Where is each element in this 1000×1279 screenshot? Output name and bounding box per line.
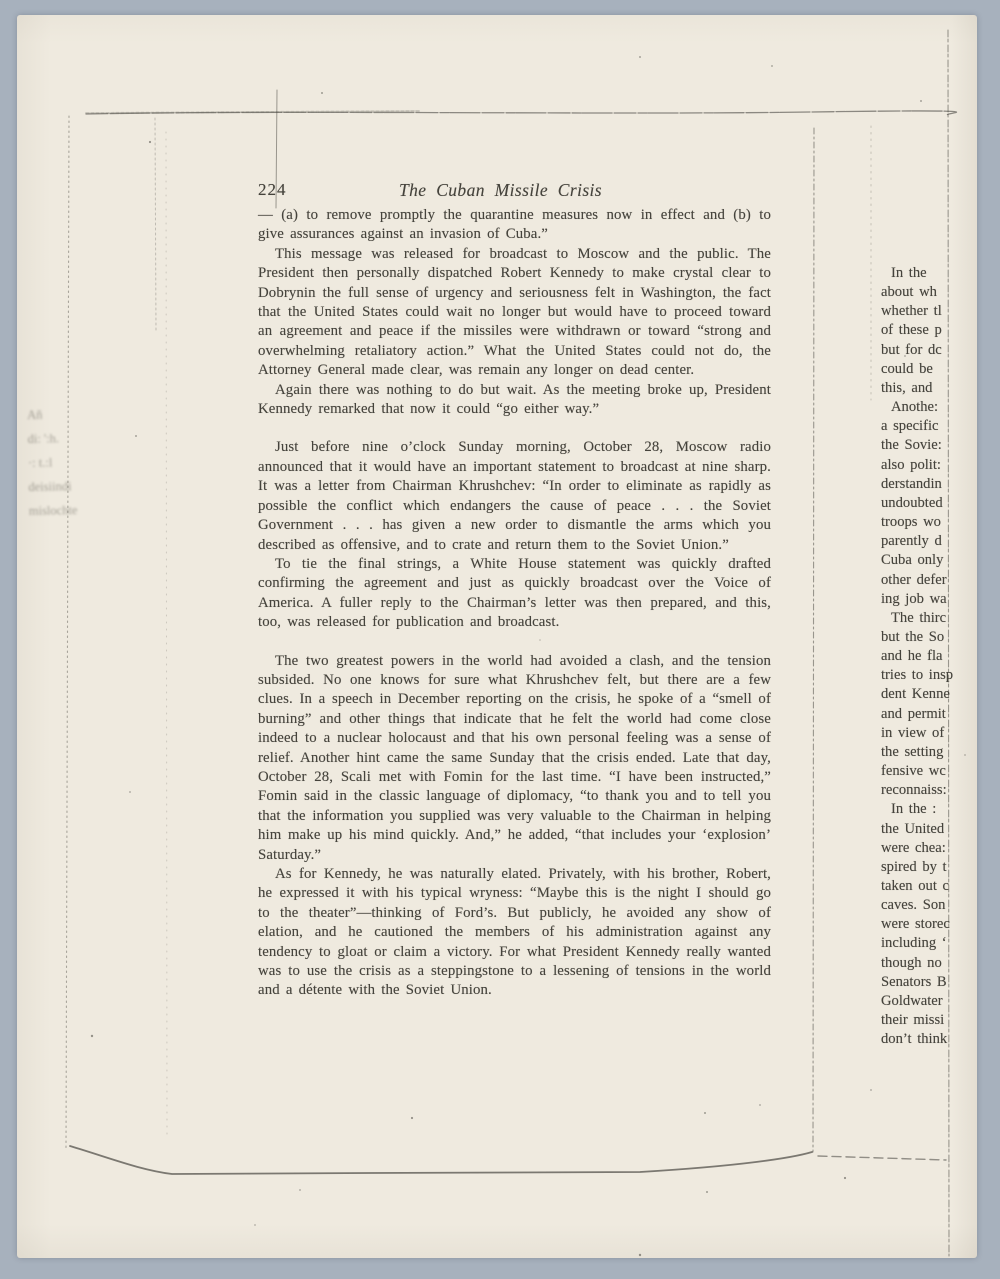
text-line: a specific bbox=[881, 418, 939, 435]
text-line: also polit: bbox=[881, 456, 941, 473]
text-line: whether tl bbox=[881, 303, 942, 320]
text-line: fensive wc bbox=[881, 763, 946, 780]
text-line: taken out c bbox=[881, 878, 950, 894]
text-line: could be bbox=[881, 360, 933, 377]
text-line: Anothe: bbox=[891, 399, 939, 416]
text-line: Goldwater bbox=[881, 992, 943, 1009]
text-line: including ‘ bbox=[881, 935, 947, 952]
body-paragraph-5: To tie the final strings, a White House statement was quickly drafted confirming the agreement and just as quickly broadcast over the Voice of America. A fuller reply to the Chairman’s letter was then prepared, and this, too, was released for publication and broadcast. bbox=[258, 555, 771, 631]
text-line: this, and bbox=[881, 379, 933, 396]
text-line: Cuba only bbox=[881, 552, 944, 569]
body-paragraph-7: As for Kennedy, he was naturally elated. Privately, with his brother, Robert, he expressed it with his typical wryness: “Maybe this is the night I should go to the theater”—thinking of Ford’s. But publicly, he avoided any show of elation, and he cautioned the members of his administration against any tendency to gloat or claim a victory. For what President Kennedy really wanted was to use the crisis as a steppingstone to a lessening of tensions in the world and a détente with the Soviet Union. bbox=[258, 866, 771, 999]
text-line: the Sovie: bbox=[881, 437, 942, 454]
next-page-text-column bbox=[881, 264, 965, 1049]
page-number: 224 bbox=[258, 180, 287, 199]
text-line: tries to insp bbox=[881, 667, 954, 684]
text-line: other defer bbox=[881, 571, 947, 588]
text-line: ing job wa bbox=[881, 590, 947, 607]
body-paragraph-3: Again there was nothing to do but wait. As the meeting broke up, President Kennedy remarked that now it could “go either way.” bbox=[258, 381, 771, 418]
text-line: troops wo bbox=[881, 514, 941, 531]
text-line: reconnaiss: bbox=[881, 782, 947, 799]
body-paragraph-6: The two greatest powers in the world had avoided a clash, and the tension subsided. No one knows for sure what Khrushchev felt, but there are a few clues. In a speech in December reporting on the crisis, he spoke of a “smell of burning” and other things that indicate that he felt the world had come close indeed to a nuclear holocaust and that his own personal feeling was a sense of relief. Another hint came the same Sunday that the crisis ended. Late that day, October 28, Scali met with Fomin for the last time. “I have been instructed,” Fomin said in the classic language of diplomacy, “to thank you and to tell you that the information you supplied was very valuable to the Chairman in helping him make up his mind quickly. And,” he added, “that includes your ‘explosion’ Saturday.” bbox=[258, 652, 771, 863]
text-line: in view of bbox=[881, 724, 945, 741]
body-paragraph-1: — (a) to remove promptly the quarantine measures now in effect and (b) to give assurances against an invasion of Cuba.” bbox=[258, 207, 771, 243]
text-line: but for dc bbox=[881, 341, 942, 358]
body-paragraph-2: This message was released for broadcast to Moscow and the public. The President then personally dispatched Robert Kennedy to make crystal clear to Dobrynin the full sense of urgency and seriousness felt in Washington, the fact that the United States could wait no longer but would have to proceed toward an agreement and peace if the missiles were withdrawn or toward “strong and overwhelming retaliatory action.” What the United States could not do, the Attorney General made clear, was remain any longer on dead center. bbox=[258, 245, 771, 379]
text-line: were storec bbox=[881, 916, 950, 933]
body-text-column bbox=[258, 206, 771, 1001]
text-line: spired by t bbox=[881, 858, 947, 875]
margin-bleedthrough-smudge bbox=[27, 401, 141, 523]
text-line: In the bbox=[891, 265, 927, 281]
text-line: and permit bbox=[881, 705, 946, 722]
text-line: The thirc bbox=[891, 609, 947, 626]
text-line: dent Kenne bbox=[881, 686, 950, 703]
text-line: ·: t.:l bbox=[27, 455, 53, 470]
text-line: the United bbox=[881, 820, 945, 837]
text-line: mislochte bbox=[28, 503, 78, 518]
text-line: di: ':h. bbox=[27, 431, 60, 446]
running-title: The Cuban Missile Crisis bbox=[398, 180, 603, 200]
text-line: derstandin bbox=[881, 475, 942, 492]
text-line: In the : bbox=[891, 801, 937, 818]
text-line: their missi bbox=[881, 1012, 945, 1029]
text-line: of these p bbox=[881, 322, 942, 339]
text-line: but the So bbox=[881, 628, 945, 645]
page-header bbox=[258, 180, 771, 204]
text-line: Añ bbox=[27, 407, 43, 422]
text-line: were chea: bbox=[881, 839, 946, 856]
body-paragraph-4: Just before nine o’clock Sunday morning, October 28, Moscow radio announced that it would have an important statement to broadcast at nine sharp. It was a letter from Chairman Khrushchev: “In order to eliminate as rapidly as possible the conflict which endangers the cause of peace . . . the Soviet Government . . . has given a new order to dismantle the arms which you described as offensive, and to crate and return them to the Soviet Union.” bbox=[258, 439, 771, 553]
text-line: though no bbox=[881, 954, 942, 971]
text-line: parently d bbox=[881, 533, 942, 550]
text-line: deisiindi bbox=[28, 479, 72, 494]
text-line: and he fla bbox=[881, 648, 943, 665]
text-line: the setting bbox=[881, 743, 944, 760]
text-line: about wh bbox=[881, 284, 937, 301]
text-line: don’t think bbox=[881, 1031, 948, 1048]
text-line: caves. Son bbox=[881, 897, 946, 914]
text-line: Senators B bbox=[881, 973, 947, 990]
text-line: undoubted bbox=[881, 494, 943, 511]
